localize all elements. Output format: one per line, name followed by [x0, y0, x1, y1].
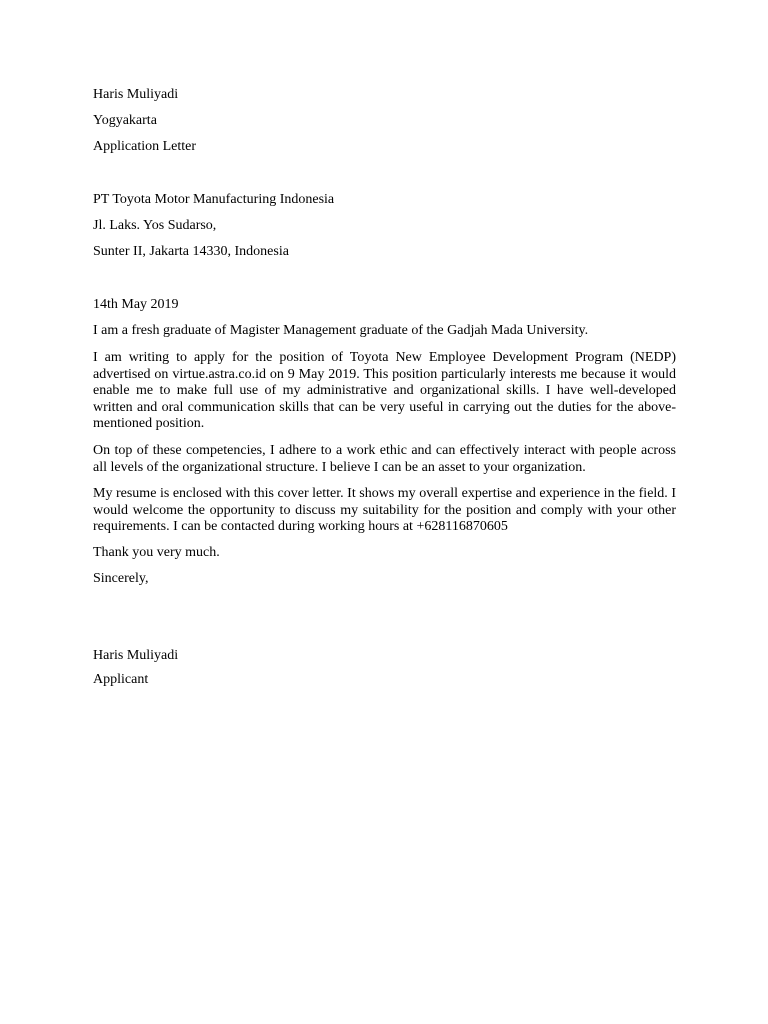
signature-name: Haris Muliyadi: [93, 648, 179, 663]
letter-page: [93, 0, 676, 1024]
recipient-address-line2: Sunter II, Jakarta 14330, Indonesia: [93, 244, 289, 259]
sender-name: Haris Muliyadi: [93, 87, 179, 102]
closing-line: Sincerely,: [93, 571, 149, 586]
intro-sentence: I am a fresh graduate of Magister Management graduate of the Gadjah Mada University.: [93, 323, 589, 338]
thanks-line: Thank you very much.: [93, 545, 220, 560]
signature-title: Applicant: [93, 672, 149, 687]
letter-subject: Application Letter: [93, 139, 197, 154]
body-paragraph-1: I am writing to apply for the position of Toyota New Employee Development Program (NEDP) advertised on virtue.astra.co.id on 9 May 2019. This position particularly interests me because it would enable me to make full use of my administrative and organizational skills. I have well-developed written and oral communication skills that can be very useful in carrying out the duties for the above-mentioned position.: [93, 350, 676, 431]
body-paragraph-3: My resume is enclosed with this cover letter. It shows my overall expertise and experience in the field. I would welcome the opportunity to discuss my suitability for the position and comply with your other requirements. I can be contacted during working hours at +628116870605: [93, 486, 676, 534]
recipient-company: PT Toyota Motor Manufacturing Indonesia: [93, 192, 335, 207]
sender-city: Yogyakarta: [93, 113, 157, 128]
recipient-address-line1: Jl. Laks. Yos Sudarso,: [93, 218, 217, 233]
letter-date: 14th May 2019: [93, 297, 179, 312]
body-paragraph-2: On top of these competencies, I adhere to a work ethic and can effectively interact with people across all levels of the organizational structure. I believe I can be an asset to your organization.: [93, 443, 676, 475]
